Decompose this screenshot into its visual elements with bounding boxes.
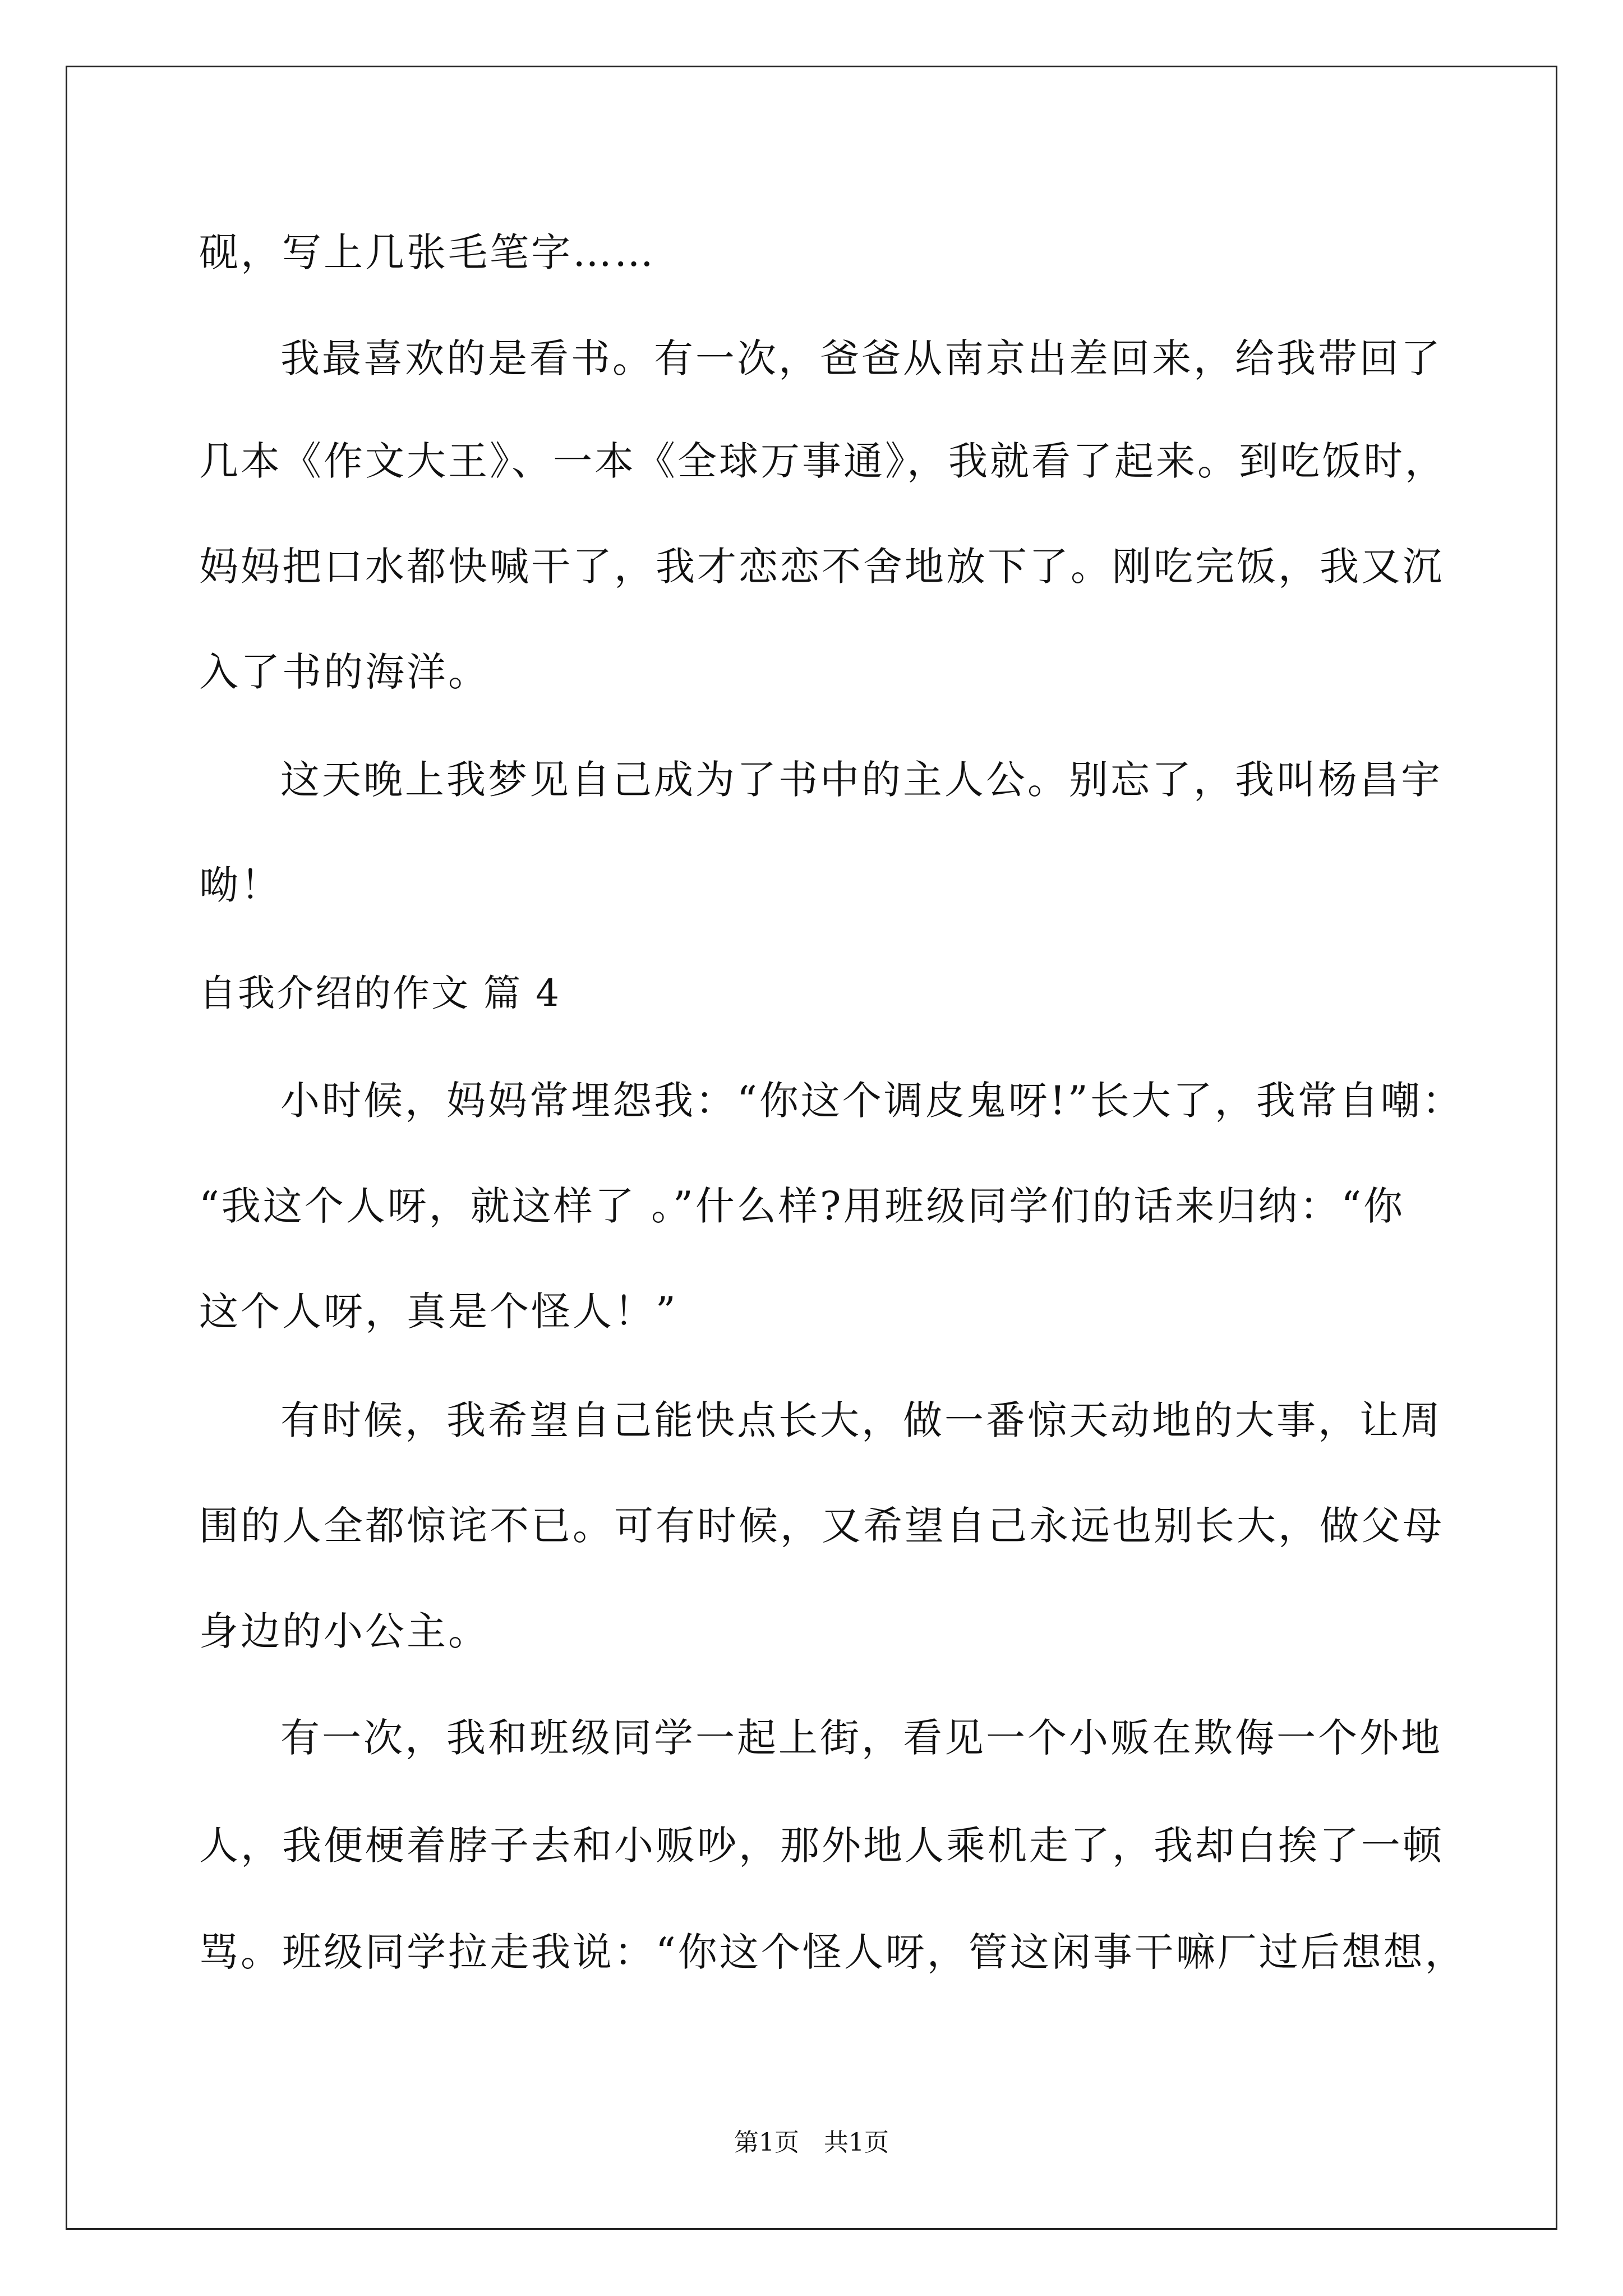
page-footer: 第1页 共1页 — [734, 2128, 889, 2157]
text-line: 这个人呀，真是个怪人！” — [199, 1289, 678, 1335]
text-line: 入了书的海洋。 — [199, 649, 490, 695]
page-border — [66, 66, 1557, 2230]
text-line: 身边的小公主。 — [199, 1608, 490, 1654]
text-line: “我这个人呀，就这样了 。”什么样?用班级同学们的话来归纳：“你 — [199, 1183, 1405, 1229]
paragraph-start: 我最喜欢的是看书。有一次，爸爸从南京出差回来，给我带回了 — [280, 335, 1442, 381]
text-line: 呦！ — [199, 862, 282, 908]
text-line: 砚，写上几张毛笔字…… — [199, 229, 656, 275]
paragraph-start: 小时候，妈妈常埋怨我：“你这个调皮鬼呀!”长大了，我常自嘲： — [280, 1078, 1464, 1124]
paragraph-start: 有一次，我和班级同学一起上街，看见一个小贩在欺侮一个外地 — [280, 1715, 1442, 1761]
text-line: 妈妈把口水都快喊干了，我才恋恋不舍地放下了。刚吃完饭，我又沉 — [199, 544, 1444, 590]
text-line: 几本《作文大王》、一本《全球万事通》，我就看了起来。到吃饭时， — [199, 438, 1446, 484]
paragraph-start: 有时候，我希望自己能快点长大，做一番惊天动地的大事，让周 — [280, 1397, 1442, 1443]
paragraph-start: 这天晚上我梦见自己成为了书中的主人公。别忘了，我叫杨昌宇 — [280, 757, 1442, 803]
section-heading: 自我介绍的作文 篇 4 — [199, 972, 561, 1015]
text-line: 围的人全都惊诧不已。可有时候，又希望自己永远也别长大，做父母 — [199, 1503, 1444, 1549]
text-line: 人，我便梗着脖子去和小贩吵，那外地人乘机走了，我却白挨了一顿 — [199, 1823, 1444, 1869]
text-line: 骂。班级同学拉走我说：“你这个怪人呀，管这闲事干嘛厂过后想想， — [199, 1929, 1467, 1975]
